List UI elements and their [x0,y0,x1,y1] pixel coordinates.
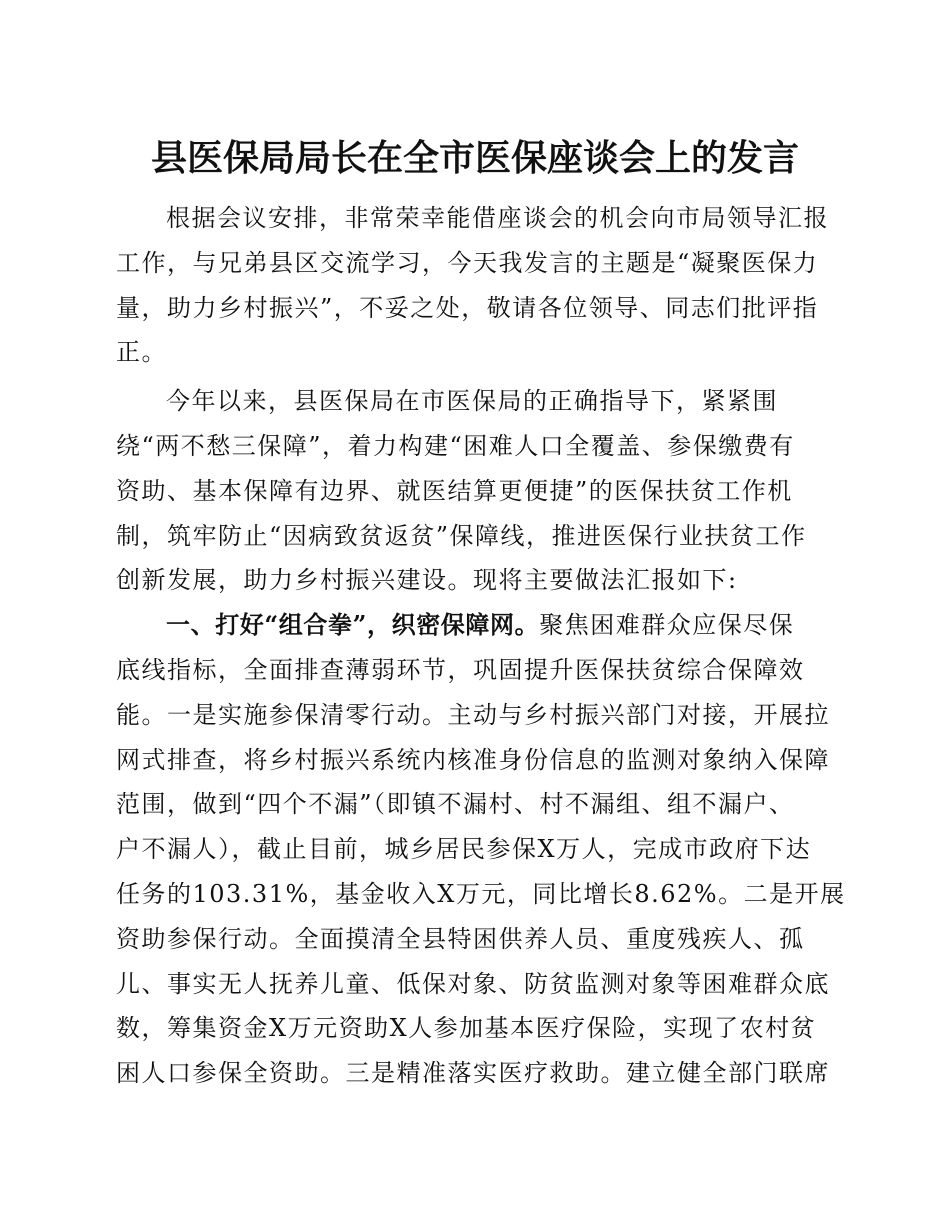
paragraph-line: 今年以来，县医保局在市医保局的正确指导下，紧紧围 [166,387,778,416]
paragraph-line: 资助参保行动。全面摸清全县特困供养人员、重度残疾人、孤 [116,924,805,953]
paragraph-3 [116,603,846,1096]
paragraph-line: 制，筑牢防止“因病致贫返贫”保障线，推进医保行业扶贫工作 [116,521,807,550]
paragraph-line: 网式排查，将乡村振兴系统内核准身份信息的监测对象纳入保障 [116,745,830,774]
document-title: 县医保局局长在全市医保座谈会上的发言 [150,137,799,179]
paragraph-line: 能。一是实施参保清零行动。主动与乡村振兴部门对接，开展拉 [116,700,830,729]
paragraph-line: 儿、事实无人抚养儿童、低保对象、防贫监测对象等困难群众底 [116,969,830,998]
paragraph-line: 困人口参保全资助。三是精准落实医疗救助。建立健全部门联席 [116,1059,830,1088]
paragraph-line-rest: 聚焦困难群众应保尽保 [539,611,795,640]
paragraph-first-line [116,603,818,648]
paragraph-line: 绕“两不愁三保障”，着力构建“困难人口全覆盖、参保缴费有 [116,431,795,460]
document-body [116,196,846,1096]
paragraph-line: 底线指标，全面排查薄弱环节，巩固提升医保扶贫综合保障效 [116,655,805,684]
paragraph-line: 工作，与兄弟县区交流学习，今天我发言的主题是“凝聚医保力 [116,248,819,277]
paragraph-line: 户不漏人），截止目前，城乡居民参保X万人，完成市政府下达 [116,835,812,864]
paragraph-line: 量，助力乡村振兴”，不妥之处，敬请各位领导、同志们批评指 [116,293,819,322]
paragraph-line: 范围，做到“四个不漏”（即镇不漏村、村不漏组、组不漏户、 [116,790,795,819]
paragraph-line: 任务的103.31%，基金收入X万元，同比增长8.62%。二是开展 [116,879,846,908]
paragraph-1 [116,196,829,375]
paragraph-line: 资助、基本保障有边界、就医结算更便捷”的医保扶贫工作机 [116,476,793,505]
section-heading: 一、打好“组合拳”，织密保障网。 [166,610,540,640]
paragraph-line: 正。 [116,338,167,367]
paragraph-line: 数，筹集资金X万元资助X人参加基本医疗保险，实现了农村贫 [116,1014,817,1043]
paragraph-2 [116,379,818,603]
paragraph-line: 根据会议安排，非常荣幸能借座谈会的机会向市局领导汇报 [166,204,829,232]
paragraph-line: 创新发展，助力乡村振兴建设。现将主要做法汇报如下: [116,566,738,595]
